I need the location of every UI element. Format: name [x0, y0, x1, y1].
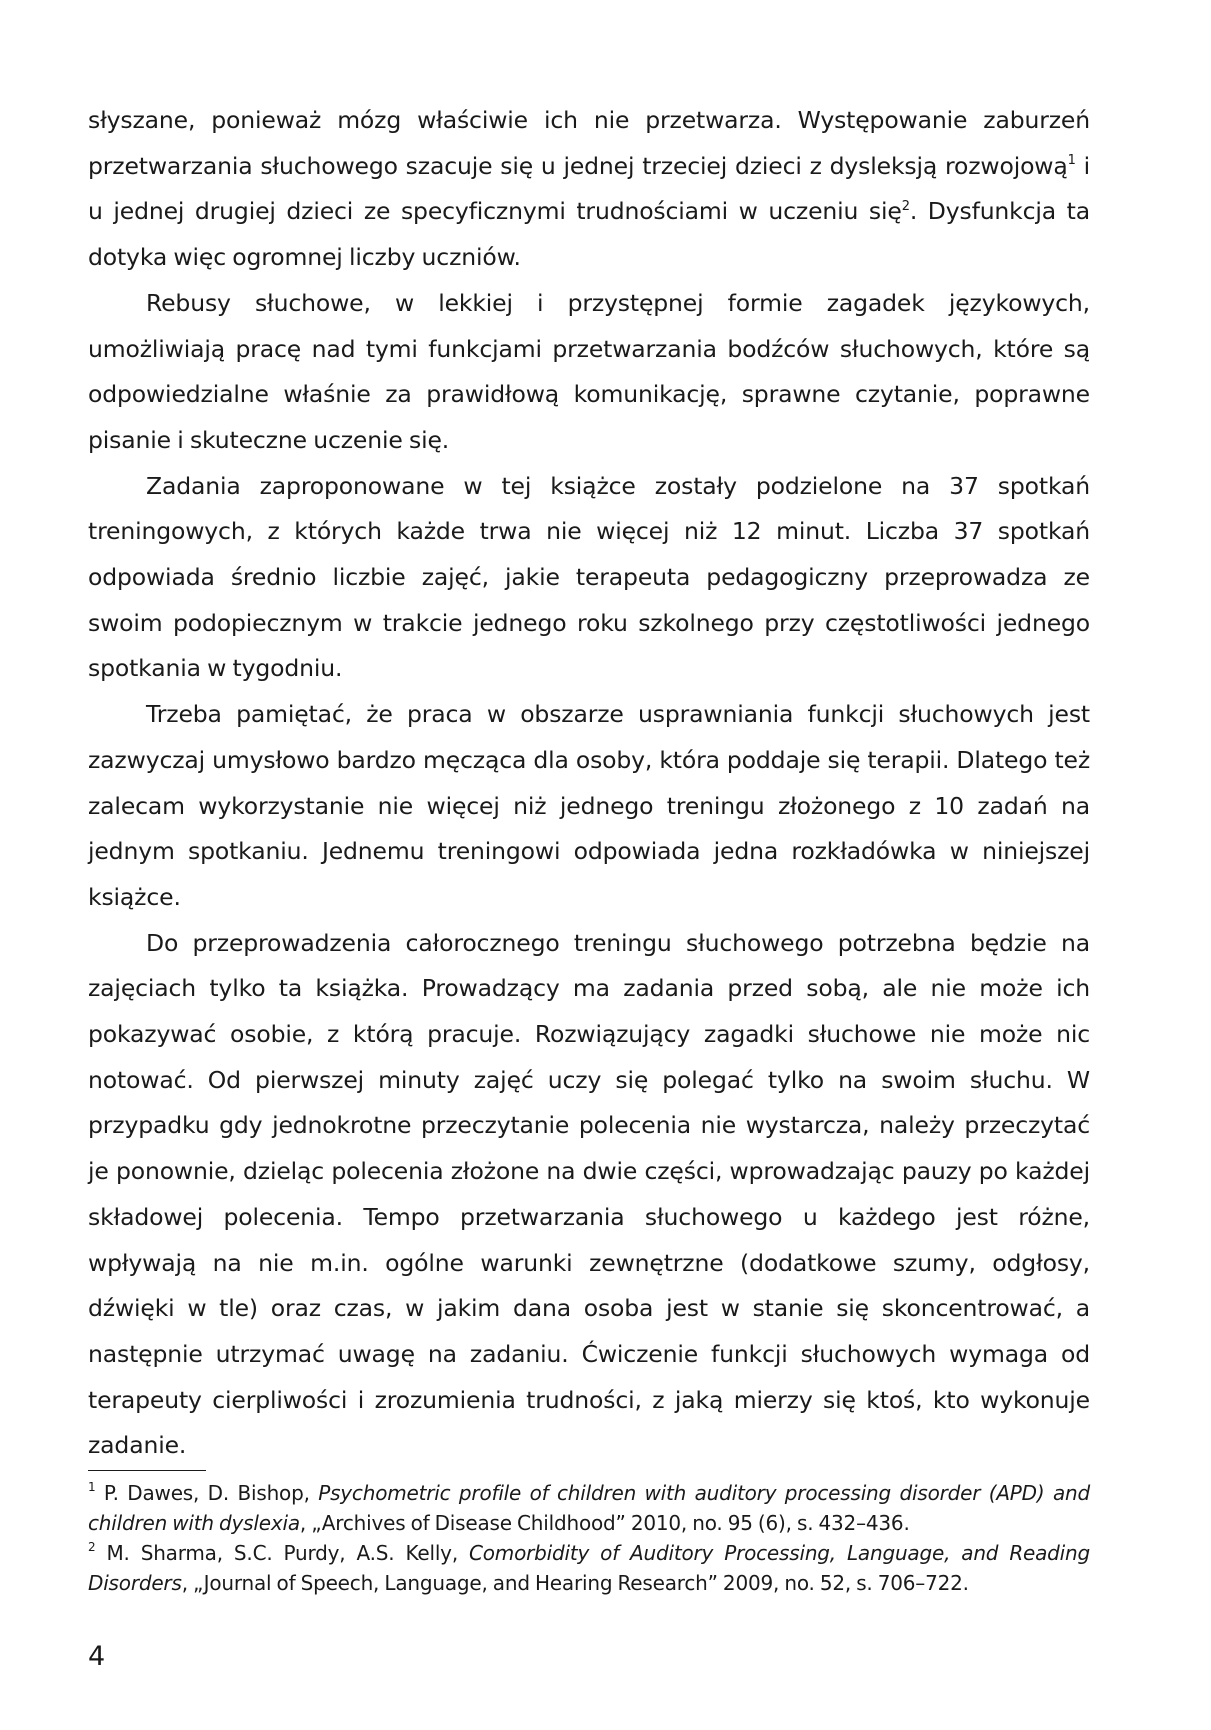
footnotes — [88, 1478, 1090, 1598]
footnote-1 — [88, 1478, 1090, 1538]
body-text — [88, 98, 1090, 1469]
paragraph-2: Rebusy słuchowe, w lekkiej i przystępnej formie zagadek językowych, umożliwiają pracę nad tymi funkcjami przetwarzania bodźców słuchowych, które są odpowiedzialne właśnie za prawidłową komunikację, sprawne czytanie, poprawne pisanie i skuteczne uczenie się. — [88, 288, 1090, 454]
paragraph-4: Trzeba pamiętać, że praca w obszarze usprawniania funkcji słuchowych jest zazwyczaj umysłowo bardzo męcząca dla osoby, która poddaje się terapii. Dlatego też zalecam wykorzystanie nie więcej niż jednego treningu złożonego z 10 zadań na jednym spotkaniu. Jednemu treningowi odpowiada jedna rozkładówka w niniejszej książce. — [88, 700, 1090, 911]
footnote-title: Psychometric profile of children with auditory processing disorder (APD) and children with dyslexia — [88, 1481, 1090, 1535]
footnote-ref-1: 1 — [1067, 152, 1076, 168]
paragraph-1-part-b: i u jednej drugiej dzieci ze specyficznymi trudnościami w uczeniu się — [88, 151, 1090, 226]
page-number: 4 — [88, 1641, 106, 1672]
paragraph-1-part-c: . Dysfunkcja ta dotyka więc ogromnej liczby uczniów. — [88, 197, 1090, 272]
paragraph-5: Do przeprowadzenia całorocznego treningu słuchowego potrzebna będzie na zajęciach tylko ta książka. Prowadzący ma zadania przed sobą, ale nie może ich pokazywać osobie, z którą pracuje. Rozwiązujący zagadki słuchowe nie może nic notować. Od pierwszej minuty zajęć uczy się polegać tylko na swoim słuchu. W przypadku gdy jednokrotne przeczytanie polecenia nie wystarcza, należy przeczytać je ponownie, dzieląc polecenia złożone na dwie części, wprowadzając pauzy po każdej składowej polecenia. Tempo przetwarzania słuchowego u każdego jest różne, wpływają na nie m.in. ogólne warunki zewnętrzne (dodatkowe szumy, odgłosy, dźwięki w tle) oraz czas, w jakim dana osoba jest w stanie się skoncentrować, a następnie utrzymać uwagę na zadaniu. Ćwiczenie funkcji słuchowych wymaga od terapeuty cierpliwości i zrozumienia trudności, z jaką mierzy się ktoś, kto wykonuje zadanie. — [88, 928, 1090, 1460]
footnote-source: , „Journal of Speech, Language, and Hearing Research” 2009, no. 52, s. 706–722. — [181, 1571, 969, 1595]
footnote-source: , „Archives of Disease Childhood” 2010, no. 95 (6), s. 432–436. — [299, 1511, 910, 1535]
paragraph-3: Zadania zaproponowane w tej książce zostały podzielone na 37 spotkań treningowych, z których każde trwa nie więcej niż 12 minut. Liczba 37 spotkań odpowiada średnio liczbie zajęć, jakie terapeuta pedagogiczny przeprowadza ze swoim podopiecznym w trakcie jednego roku szkolnego przy częstotliwości jednego spotkania w tygodniu. — [88, 471, 1090, 683]
paragraph-1 — [88, 98, 1090, 281]
footnote-authors: M. Sharma, S.C. Purdy, A.S. Kelly, — [95, 1541, 469, 1565]
footnote-title: Comorbidity of Auditory Processing, Language, and Reading Disorders — [88, 1541, 1090, 1595]
paragraph-1-part-a: słyszane, ponieważ mózg właściwie ich nie przetwarza. Występowanie zaburzeń przetwarzania słuchowego szacuje się u jednej trzeciej dzieci z dysleksją rozwojową — [88, 106, 1090, 180]
footnote-ref-2: 2 — [901, 198, 910, 214]
footnote-mark: 1 — [88, 1480, 96, 1495]
footnote-authors: P. Dawes, D. Bishop, — [95, 1481, 319, 1505]
footnote-separator — [88, 1470, 206, 1471]
footnote-2 — [88, 1538, 1090, 1598]
footnote-mark: 2 — [88, 1540, 96, 1555]
